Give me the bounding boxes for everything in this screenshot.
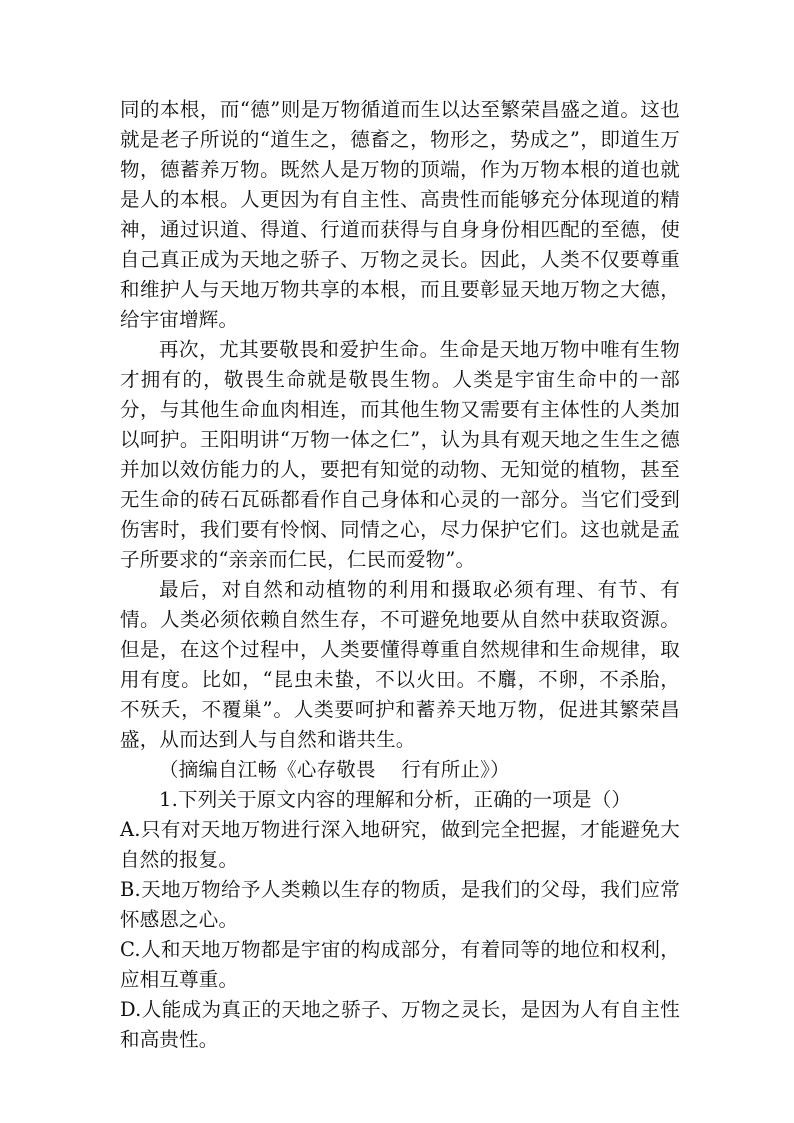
citation-prefix: （摘编自江畅《心存敬畏 <box>159 758 376 781</box>
option-d: D.人能成为真正的天地之骄子、万物之灵长，是因为人有自主性和高贵性。 <box>120 998 680 1051</box>
option-a: A.只有对天地万物进行深入地研究，做到完全把握，才能避免大自然的报复。 <box>120 818 680 871</box>
question-stem: 1.下列关于原文内容的理解和分析，正确的一项是（） <box>159 788 632 811</box>
article-text <box>120 95 680 1055</box>
option-c: C.人和天地万物都是宇宙的构成部分，有着同等的地位和权利，应相互尊重。 <box>120 938 680 991</box>
source-citation <box>120 755 680 785</box>
paragraph-3: 最后，对自然和动植物的利用和摄取必须有理、有节、有情。人类必须依赖自然生存，不可避免地要从自然中获取资源。但是，在这个过程中，人类要懂得尊重自然规律和生命规律，取用有度。比如，“昆虫未蛰，不以火田。不麛，不卵，不杀胎，不殀夭，不覆巢”。人类要呵护和蓄养天地万物，促进其繁荣昌盛，从而达到人与自然和谐共生。 <box>120 578 680 751</box>
paragraph-1: 同的本根，而“德”则是万物循道而生以达至繁荣昌盛之道。这也就是老子所说的“道生之，德畜之，物形之，势成之”，即道生万物，德蓄养万物。既然人是万物的顶端，作为万物本根的道也就是人的本根。人更因为有自主性、高贵性而能够充分体现道的精神，通过识道、得道、行道而获得与自身身份相匹配的至德，使自己真正成为天地之骄子、万物之灵长。因此，人类不仅要尊重和维护人与天地万物共享的本根，而且要彰显天地万物之大德，给宇宙增辉。 <box>120 98 680 331</box>
paragraph-2: 再次，尤其要敬畏和爱护生命。生命是天地万物中唯有生物才拥有的，敬畏生命就是敬畏生物。人类是宇宙生命中的一部分，与其他生命血肉相连，而其他生物又需要有主体性的人类加以呵护。王阳明讲“万物一体之仁”，认为具有观天地之生生之德并加以效仿能力的人，要把有知觉的动物、无知觉的植物，甚至无生命的砖石瓦砾都看作自己身体和心灵的一部分。当它们受到伤害时，我们要有怜悯、同情之心，尽力保护它们。这也就是孟子所要求的“亲亲而仁民，仁民而爱物”。 <box>120 338 680 571</box>
option-b: B.天地万物给予人类赖以生存的物质，是我们的父母，我们应常怀感恩之心。 <box>120 878 680 931</box>
citation-title-rest: 行有所止》） <box>401 758 510 781</box>
